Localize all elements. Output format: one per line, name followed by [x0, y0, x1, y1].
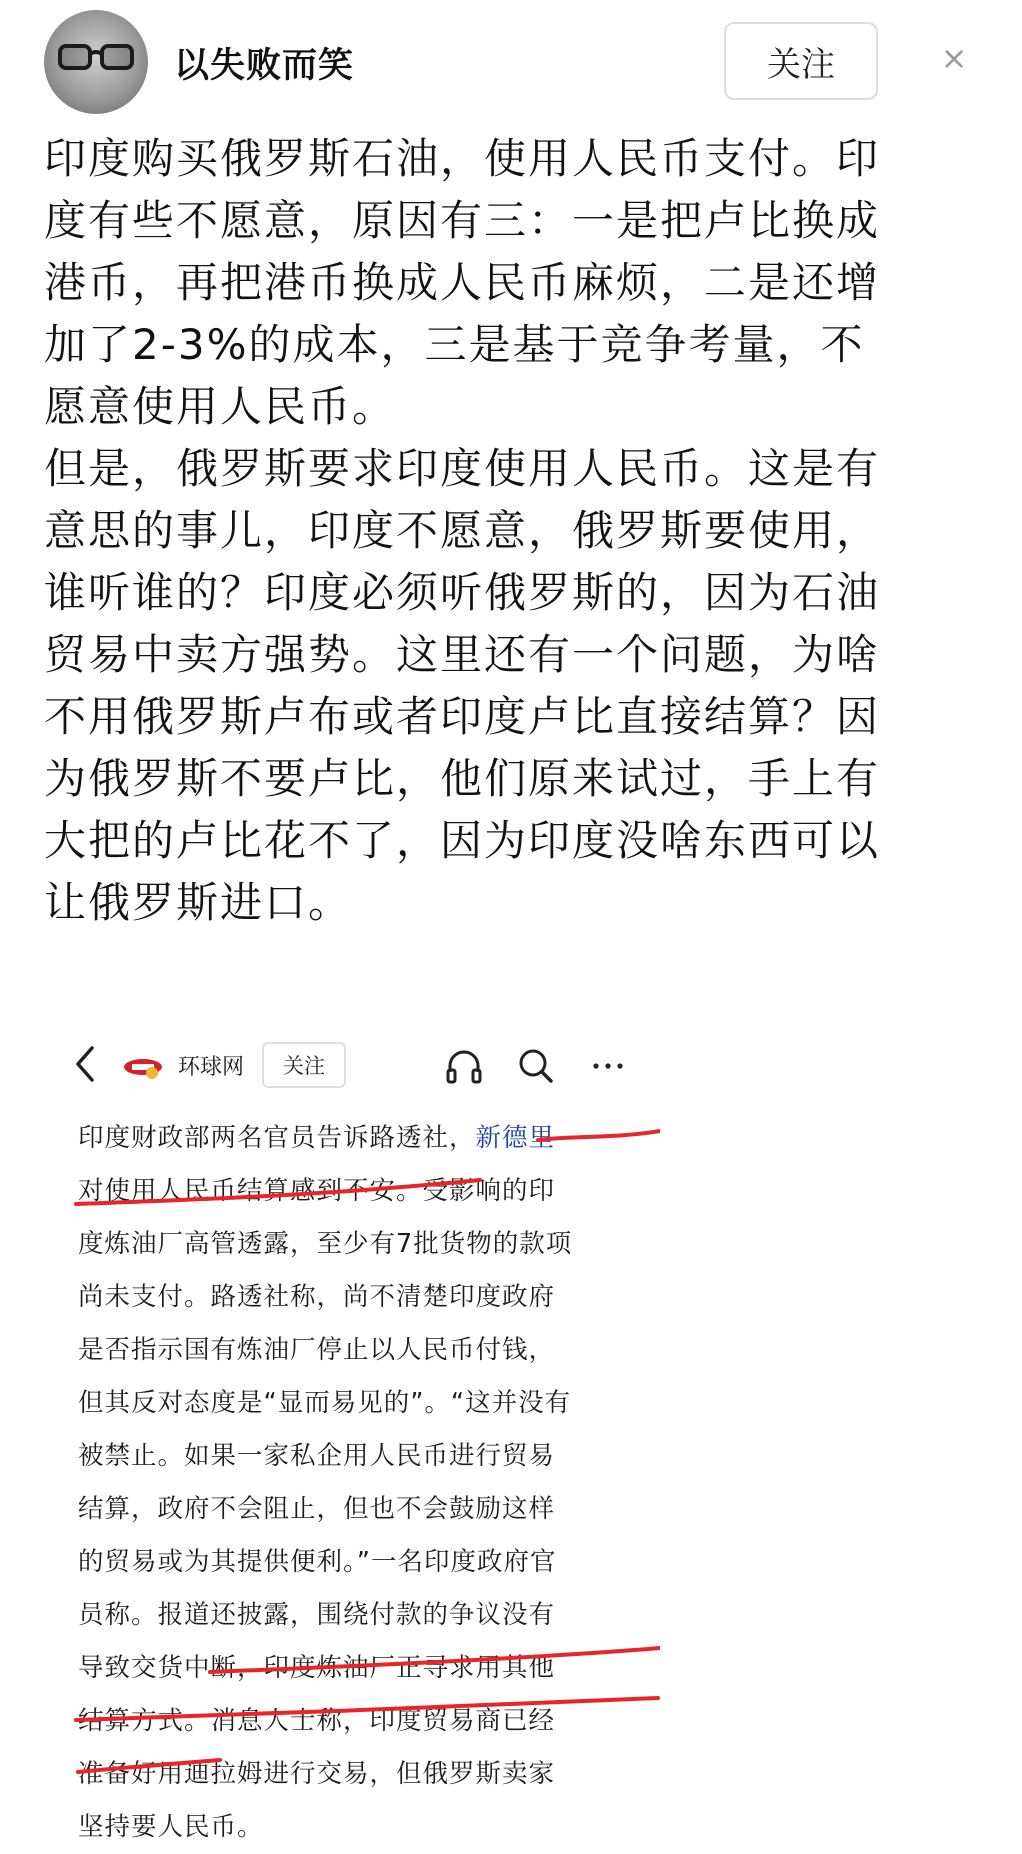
- embed-line-text: 是否指示国有炼油厂停止以人民币付钱，: [78, 1335, 556, 1365]
- post-line: 为俄罗斯不要卢比，他们原来试过，手上有: [44, 754, 881, 803]
- glasses-icon: [58, 42, 134, 72]
- embed-line-text: 员称。报道还披露，围绕付款的争议没有: [78, 1600, 556, 1630]
- embed-line: [78, 1483, 678, 1536]
- follow-button[interactable]: 关注: [724, 22, 878, 100]
- embed-line: [78, 1642, 678, 1695]
- embed-nav-bar: [60, 1030, 660, 1104]
- embed-line: [78, 1536, 678, 1589]
- embed-line-text: 结算，政府不会阻止，但也不会鼓励这样: [78, 1494, 556, 1524]
- embed-line: [78, 1695, 678, 1748]
- post-line: 意思的事儿，印度不愿意，俄罗斯要使用，: [44, 506, 881, 555]
- post-text: [44, 128, 980, 934]
- post-line: 贸易中卖方强势。这里还有一个问题，为啥: [44, 630, 881, 679]
- embed-line-text: 的贸易或为其提供便利。”一名印度政府官: [78, 1547, 557, 1577]
- embed-line-text: 对使用人民币结算感到不安。受影响的印: [78, 1176, 556, 1206]
- embed-line: [78, 1324, 678, 1377]
- embed-line: [78, 1112, 678, 1165]
- embed-line-text: 结算方式。消息人士称，印度贸易商已经: [78, 1706, 556, 1736]
- embed-line-text: 坚持要人民币。: [78, 1812, 264, 1842]
- embed-line: [78, 1271, 678, 1324]
- post-line: 印度购买俄罗斯石油，使用人民币支付。印: [44, 134, 881, 183]
- embed-follow-button: 关注: [262, 1042, 346, 1088]
- back-chevron-icon: [72, 1044, 100, 1084]
- embed-line: [78, 1801, 678, 1854]
- embed-line-text: 准备好用迪拉姆进行交易，但俄罗斯卖家: [78, 1759, 556, 1789]
- post-line: 大把的卢比花不了，因为印度没啥东西可以: [44, 816, 881, 865]
- embed-line: [78, 1165, 678, 1218]
- search-icon: [516, 1046, 556, 1086]
- source-name: 环球网: [178, 1055, 245, 1080]
- embed-line-text: 度炼油厂高管透露，至少有7批货物的款项: [78, 1229, 573, 1259]
- embed-line-text: 尚未支付。路透社称，尚不清楚印度政府: [78, 1282, 556, 1312]
- post-line: 度有些不愿意，原因有三：一是把卢比换成: [44, 196, 881, 245]
- embed-line-text: 导致交货中断，印度炼油厂正寻求用其他: [78, 1653, 556, 1683]
- post-line: 愿意使用人民币。: [44, 382, 397, 431]
- avatar[interactable]: [44, 10, 148, 114]
- post-line: 港币，再把港币换成人民币麻烦，二是还增: [44, 258, 881, 307]
- post-header: [0, 0, 1022, 120]
- post-line: 加了2-3%的成本，三是基于竞争考量，不: [44, 320, 865, 369]
- embed-line: [78, 1218, 678, 1271]
- embed-line: [78, 1430, 678, 1483]
- embed-line-text: 被禁止。如果一家私企用人民币进行贸易: [78, 1441, 556, 1471]
- embed-line: [78, 1748, 678, 1801]
- embed-line: [78, 1377, 678, 1430]
- author-name[interactable]: 以失败而笑: [174, 46, 355, 86]
- post-line: 但是，俄罗斯要求印度使用人民币。这是有: [44, 444, 881, 493]
- embedded-news-screenshot: [60, 1030, 660, 1842]
- post-line: 谁听谁的？印度必须听俄罗斯的，因为石油: [44, 568, 881, 617]
- source-logo-icon: [122, 1054, 164, 1080]
- more-icon: [588, 1046, 628, 1086]
- embed-line-text: 印度财政部两名官员告诉路透社，: [78, 1123, 476, 1153]
- post-line: 让俄罗斯进口。: [44, 878, 353, 927]
- close-icon[interactable]: ×: [940, 39, 968, 77]
- headphones-icon: [444, 1046, 484, 1086]
- embed-article-text: [78, 1112, 678, 1854]
- post-line: 不用俄罗斯卢布或者印度卢比直接结算？因: [44, 692, 881, 741]
- embed-link-text[interactable]: 新德里: [475, 1123, 556, 1153]
- post-body: [44, 128, 980, 934]
- embed-line-text: 但其反对态度是“显而易见的”。“这并没有: [78, 1388, 572, 1418]
- embed-line: [78, 1589, 678, 1642]
